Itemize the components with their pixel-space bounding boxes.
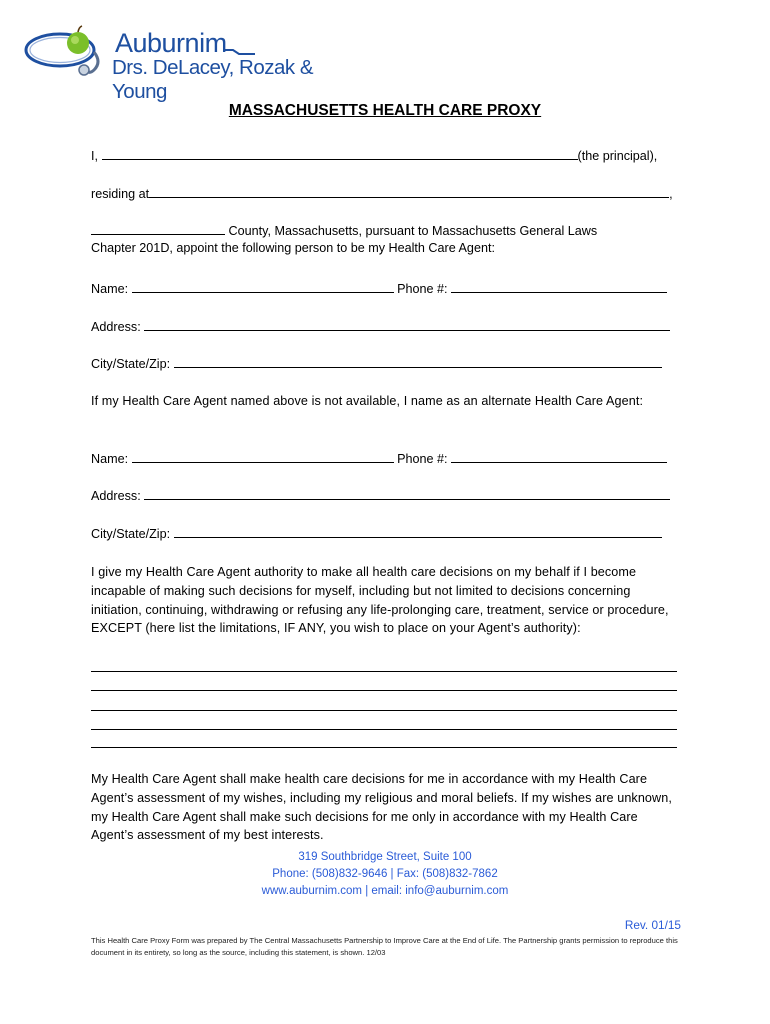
principal-line [91, 147, 657, 163]
form-title-text: MASSACHUSETTS HEALTH CARE PROXY [228, 102, 542, 119]
logo-subtitle: Drs. DeLacey, Rozak & Young [112, 56, 314, 103]
logo-name: Auburnim [115, 28, 227, 58]
alt-city-label: City/State/Zip: [91, 527, 171, 541]
agent-phone-label: Phone #: [397, 282, 448, 296]
footer-web-email: www.auburnim.com | email: info@auburnim.com [261, 885, 509, 897]
agent-city-field[interactable] [174, 355, 662, 368]
alt-city-row [91, 525, 662, 541]
agent-phone-field[interactable] [451, 280, 667, 293]
agent-name-field[interactable] [132, 280, 394, 293]
alternate-agent-text: If my Health Care Agent named above is not available, I name as an alternate Health Care Agent: [91, 394, 644, 408]
agent-name-label: Name: [91, 282, 129, 296]
agent-city-row [91, 355, 662, 371]
footer-contact [0, 849, 770, 900]
principal-name-field[interactable] [102, 147, 578, 160]
residing-label: residing at [91, 187, 150, 201]
footer-phone-fax: Phone: (508)832-9646 | Fax: (508)832-7862 [272, 868, 498, 880]
logo-underline-swoosh [225, 48, 255, 56]
agent-address-field[interactable] [144, 318, 670, 331]
chapter-line: Chapter 201D, appoint the following person to be my Health Care Agent: [91, 241, 495, 255]
residing-end: , [669, 187, 673, 201]
county-field[interactable] [91, 222, 225, 235]
fine-print: This Health Care Proxy Form was prepared by The Central Massachusetts Partnership to Improve Care at the End of Life. The Partnership grants permission to reproduce this document in its entirety, so long as the source, including this statement, is shown. 12/03 [91, 936, 678, 957]
alt-name-field[interactable] [132, 450, 394, 463]
agent-city-label: City/State/Zip: [91, 357, 171, 371]
limitations-line-3[interactable] [91, 710, 677, 711]
alt-address-row [91, 487, 670, 503]
limitations-line-4[interactable] [91, 729, 677, 730]
stethoscope-apple-icon [20, 22, 120, 88]
principal-prefix: I, [91, 149, 98, 163]
footer-address: 319 Southbridge Street, Suite 100 [298, 851, 472, 863]
limitations-line-1[interactable] [91, 671, 677, 672]
agent-name-row [91, 280, 667, 296]
alt-name-label: Name: [91, 452, 129, 466]
county-line [91, 222, 597, 238]
residing-line [91, 185, 673, 201]
alt-phone-label: Phone #: [397, 452, 448, 466]
residence-field[interactable] [149, 185, 669, 198]
practice-logo [20, 22, 360, 103]
form-title [0, 102, 770, 120]
authority-text: I give my Health Care Agent authority to make all health care decisions on my behalf if I become incapable of making such decisions for myself, including but not limited to decisions concerning initiation, continuing, withdrawing or refusing any life-prolonging care, treatment, service or procedure, EXCEPT (here list the limitations, IF ANY, you wish to place on your Agent’s authority): [91, 565, 669, 636]
agent-address-row [91, 318, 670, 334]
decisions-text: My Health Care Agent shall make health care decisions for me in accordance with my Health Care Agent’s assessment of my wishes, including my religious and moral beliefs. If my wishes are unknown, my Health Care Agent shall make such decisions for me only in accordance with my Health Care Agent’s assessment of my best interests. [91, 772, 672, 843]
limitations-line-2[interactable] [91, 690, 677, 691]
revision-label: Rev. 01/15 [624, 918, 681, 932]
alt-address-label: Address: [91, 489, 141, 503]
alt-name-row [91, 450, 667, 466]
alt-city-field[interactable] [174, 525, 662, 538]
county-text: County, Massachusetts, pursuant to Massachusetts General Laws [228, 224, 598, 238]
alt-address-field[interactable] [144, 487, 670, 500]
principal-suffix: (the principal), [577, 149, 658, 163]
agent-address-label: Address: [91, 320, 141, 334]
alt-phone-field[interactable] [451, 450, 667, 463]
limitations-line-5[interactable] [91, 747, 677, 748]
